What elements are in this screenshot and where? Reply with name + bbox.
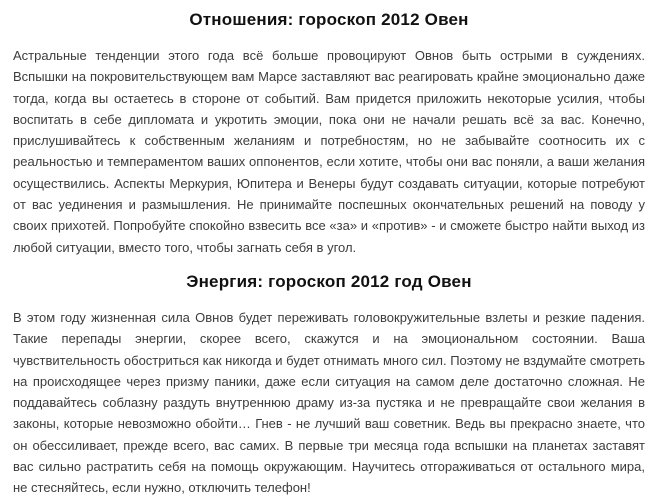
section-body-relationships: Астральные тенденции этого года всё больше провоцируют Овнов быть острыми в суждениях. Вспышки на покровительствующем вам Марсе заставляют вас реагировать крайне эмоционально даже тогда, когда вы остаетесь в стороне от событий. Вам придется приложить некоторые усилия, чтобы воспитать в себе дипломата и укротить эмоции, пока они не начали решать всё за вас. Конечно, прислушивайтесь к собственным желаниям и потребностям, но не забывайте соотносить их с реальностью и темпераментом ваших оппонентов, если хотите, чтобы они вас поняли, а ваши желания осуществились. Аспекты Меркурия, Юпитера и Венеры будут создавать ситуации, которые потребуют от вас уединения и размышления. Не принимайте поспешных окончательных решений на поводу у своих прихотей. Попробуйте спокойно взвесить все «за» и «против» - и сможете быстро найти выход из любой ситуации, вместо того, чтобы загнать себя в угол. (13, 48, 645, 255)
section-title-relationships: Отношения: гороскоп 2012 Овен (189, 10, 469, 29)
section-body-energy: В этом году жизненная сила Овнов будет переживать головокружительные взлеты и резкие падения. Такие перепады энергии, скорее всего, скажутся и на эмоциональном состоянии. Ваша чувствительность обостриться как никогда и будет отнимать много сил. Поэтому не вздумайте смотреть на происходящее через призму паники, даже если ситуация на самом деле достаточно сложная. Не поддавайтесь соблазну раздуть внутреннюю драму из-за пустяка и не превращайте свои желания в законы, которые невозможно обойти… Гнев - не лучший ваш советник. Ведь вы прекрасно знаете, что он обессиливает, прежде всего, вас самих. В первые три месяца года вспышки на планетах заставят вас сильно растратить себя на помощь окружающим. Научитесь отгораживаться от остального мира, не стесняйтесь, если нужно, отключить телефон! (13, 309, 645, 496)
section-title-energy: Энергия: гороскоп 2012 год Овен (186, 271, 472, 291)
